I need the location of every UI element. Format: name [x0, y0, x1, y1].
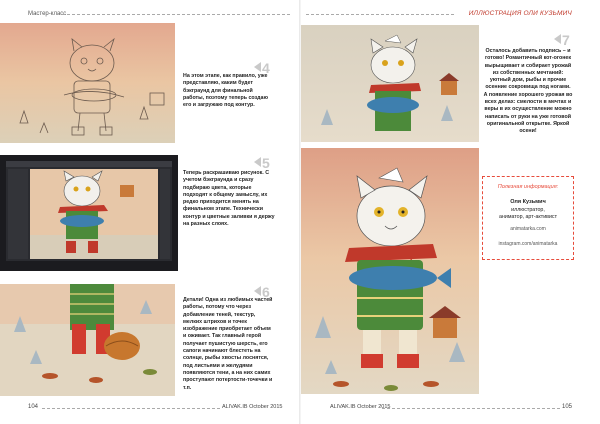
step5-number: 5 [254, 155, 270, 171]
header-rule-left [62, 14, 290, 15]
page-number-right: 105 [561, 404, 572, 410]
step7-number: 7 [554, 32, 570, 48]
info-title: Полезная информация: [497, 184, 559, 190]
page-number-left: 104 [28, 404, 39, 410]
footer-rule-right [382, 408, 560, 409]
step-triangle-icon [254, 62, 261, 72]
final-illustration-image [301, 148, 479, 394]
artist-website-link[interactable]: animatarka.com [510, 225, 546, 232]
step4-number: 4 [254, 60, 270, 76]
step4-sketch-image [0, 23, 175, 143]
magazine-issue-right: ALIVAK.IB October 2015 [330, 404, 391, 410]
artist-role-line1: иллюстратор, [511, 206, 545, 213]
step6-number: 6 [254, 284, 270, 300]
magazine-issue-left: ALIVAK.IB October 2015 [222, 404, 283, 410]
step7-preview-image [301, 25, 479, 142]
footer-rule-left [42, 408, 220, 409]
step5-screen-photo [0, 155, 178, 271]
article-title: ИЛЛЮСТРАЦИЯ ОЛИ КУЗЬМИЧ [468, 10, 572, 17]
step-triangle-icon [254, 157, 261, 167]
artist-name: Оля Кузьмич [510, 199, 546, 205]
step-triangle-icon [554, 34, 561, 44]
step7-text: Осталось добавить подпись – и готово! Романтичный кот-огонек вырыщивает и собирает урожай из собственных мечтаний: уютный дом, рыбы и прочие осенние сокровища под ногами. А появление хорошего урожая во всех делах: смелости в мечтах и веры в их осуществление можно написать от руки на уже готовой оригинальной открытке. Яркой осени! [483, 48, 573, 135]
header-rule-right [306, 14, 454, 15]
useful-info-box [482, 176, 574, 260]
step5-text: Теперь раскрашиваю рисунок. С учетом бэкграунда и сразу подбираю цвета, которые подходят к общему замыслу, их редко приходится менять на финальном этапе. Технически контур и цветные заливки я держу на разных слоях. [183, 170, 275, 228]
artist-instagram-link[interactable]: instagram.com/animatarka [498, 240, 558, 247]
step6-text: Детали! Одна из любимых частей работы, потому что через добавление теней, текстур, мелких штрихов и точек изображение приобретает объем и оживает. Так главный герой получает пушистую шерсть, его сапоги начинают блестеть на солнце, рыбы хвосты лоснятся, под листьями и желудями появляются тени, а на них самих проступают потертости-точечки и т.п. [183, 297, 273, 391]
step-triangle-icon [254, 286, 261, 296]
artist-role-line2: аниматор, арт-активист [498, 214, 558, 220]
section-label: Мастер-класс [28, 11, 67, 17]
step4-text: На этом этапе, как правило, уже представляю, каким будет бэкграунд для финальной работы, поэтому теперь создаю его и загружаю под контур. [183, 73, 269, 109]
step6-detail-image [0, 284, 175, 396]
